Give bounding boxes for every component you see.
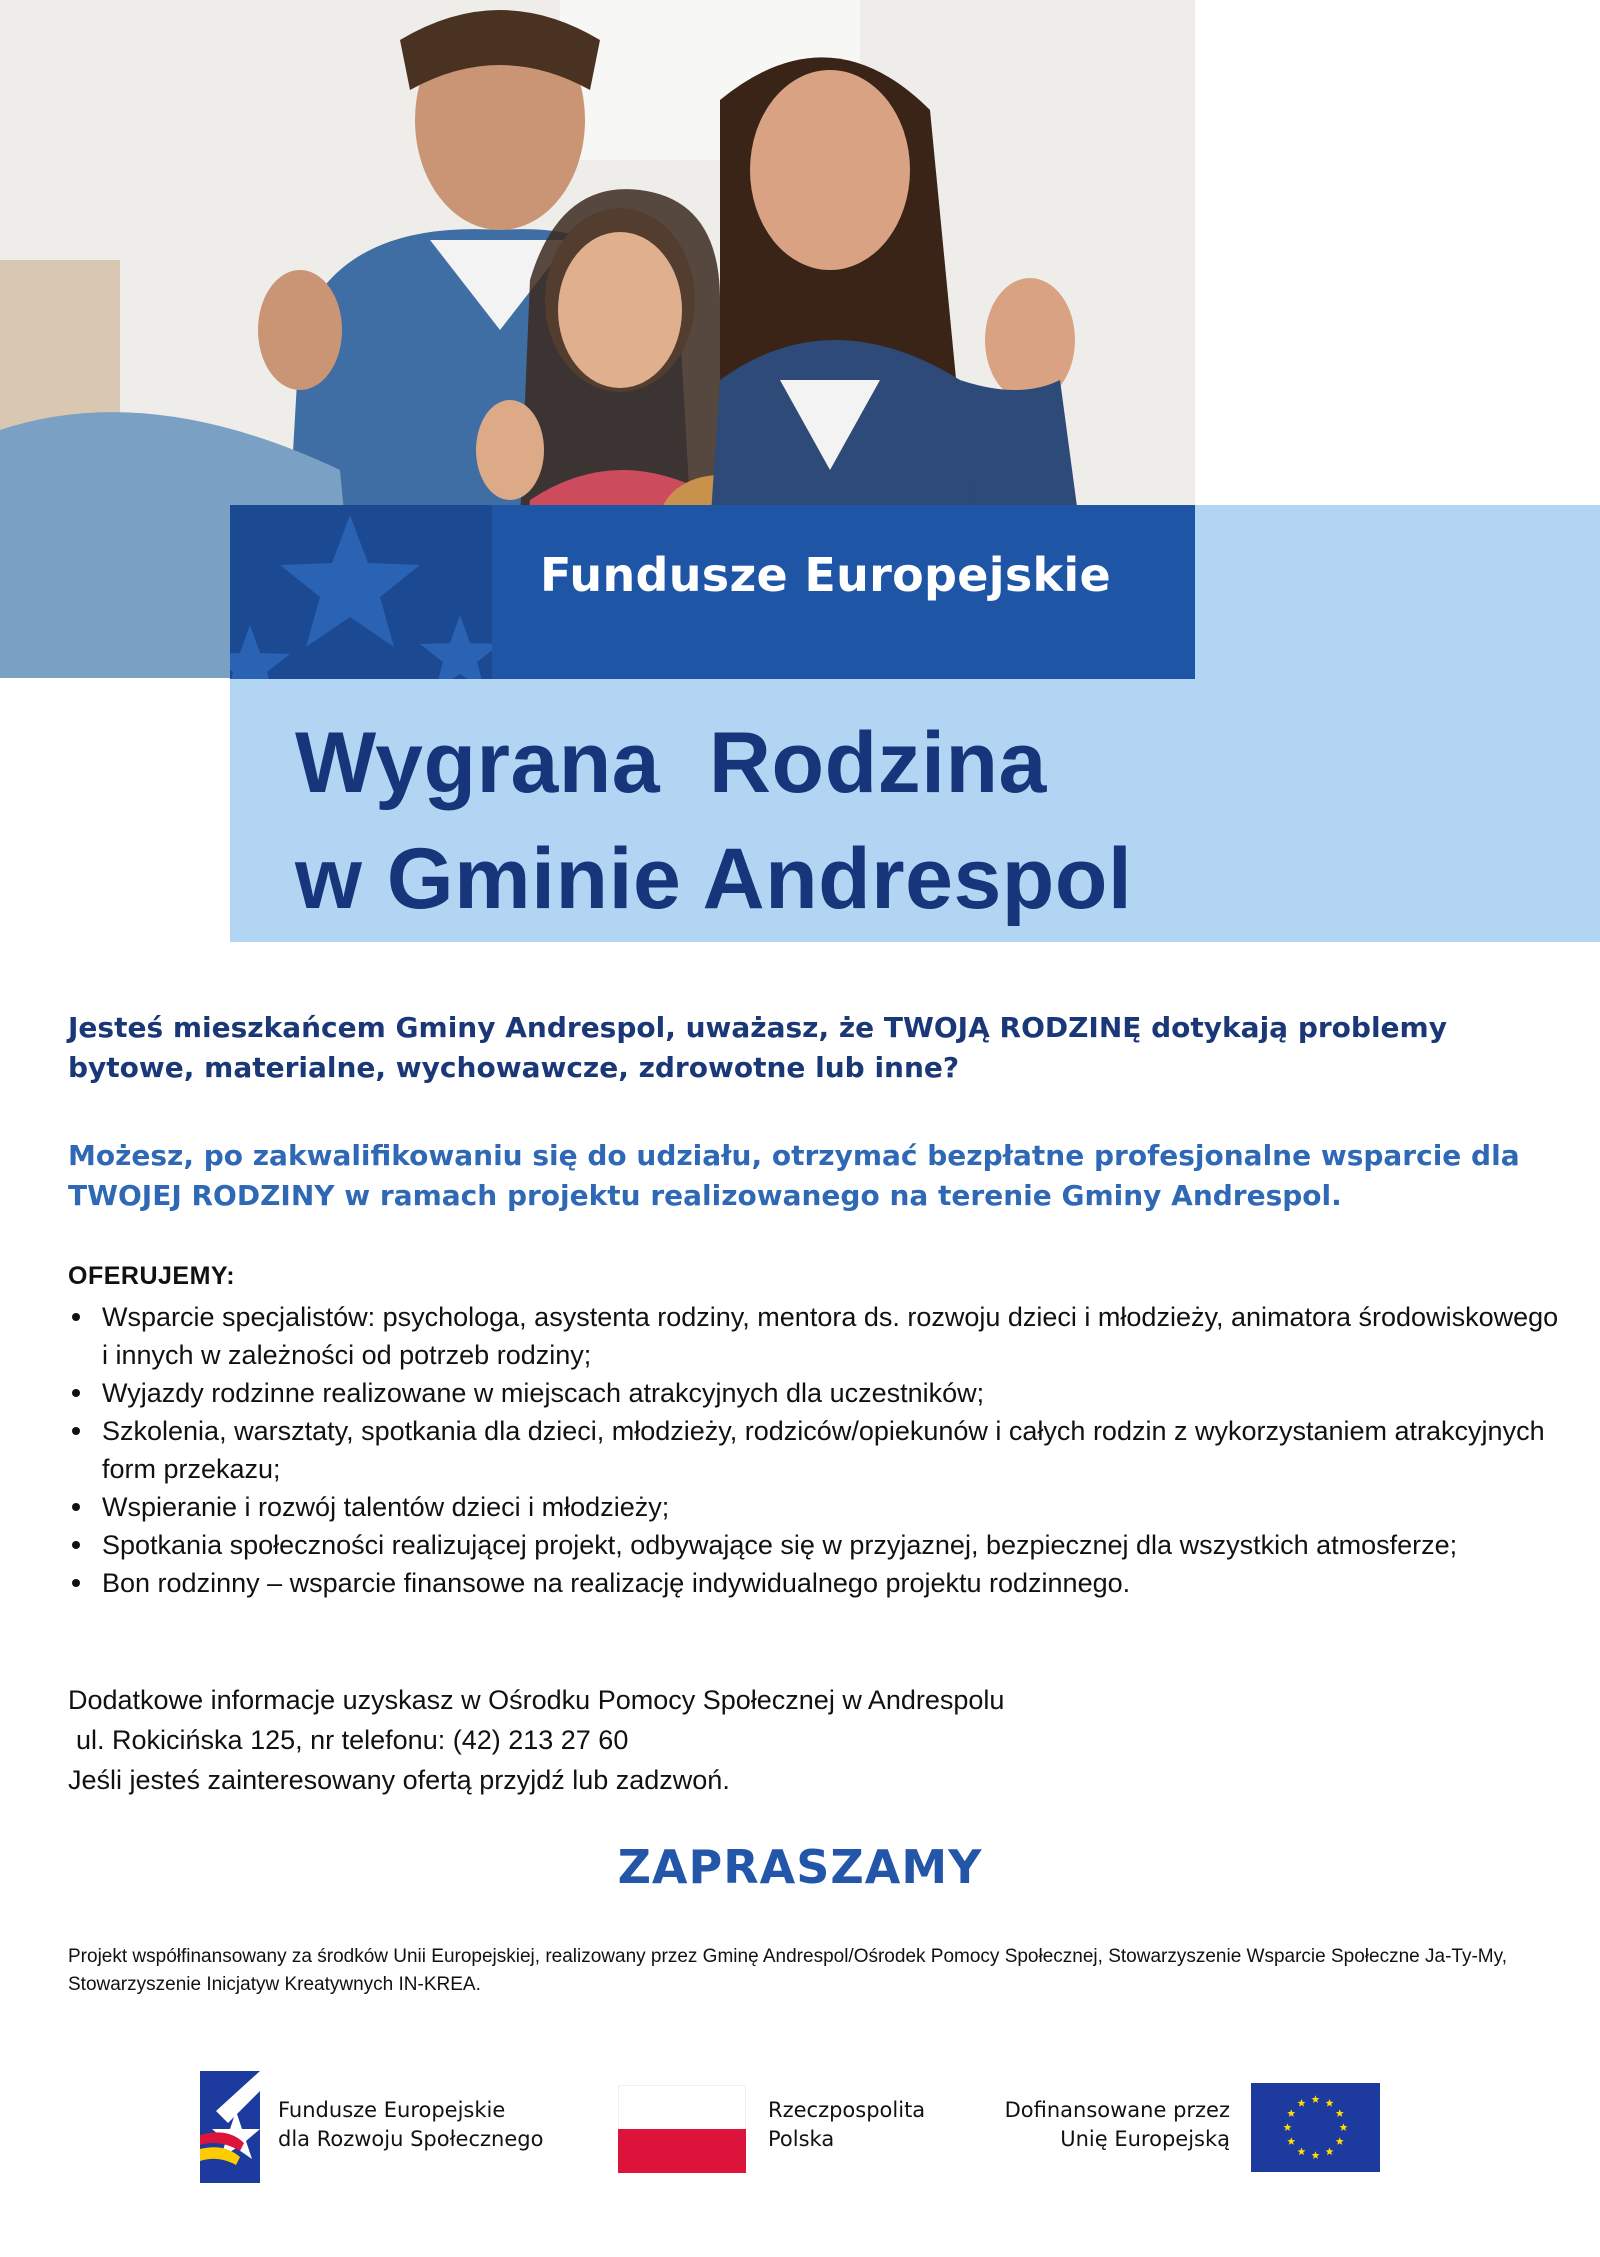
offer-item: Wspieranie i rozwój talentów dzieci i młodzieży; bbox=[68, 1488, 1568, 1526]
intro-offer-text: Możesz, po zakwalifikowaniu się do udziału, otrzymać bezpłatne profesjonalne wsparcie dla TWOJEJ RODZINY w ramach projektu realizowanego na terenie Gminy Andrespol. bbox=[68, 1139, 1520, 1212]
headline-line-2: w Gminie Andrespol bbox=[295, 831, 1133, 927]
star-pattern-icon bbox=[230, 505, 492, 679]
cofinancing-note: Projekt współfinansowany za środków Unii Europejskiej, realizowany przez Gminę Andrespol/Ośrodek Pomocy Społecznej, Stowarzyszenie Wsparcie Społeczne Ja-Ty-My, Stowarzyszenie Inicjatyw Kreatywnych IN-KREA. bbox=[68, 1946, 1507, 1995]
offer-item: Spotkania społeczności realizującej projekt, odbywające się w przyjaznej, bezpiecznej dla wszystkich atmosferze; bbox=[68, 1526, 1568, 1564]
offer-list bbox=[68, 1298, 1568, 1602]
fundusze-band-title: Fundusze Europejskie bbox=[540, 548, 1111, 602]
offer-item: Szkolenia, warsztaty, spotkania dla dzieci, młodzieży, rodziców/opiekunów i całych rodzin z wykorzystaniem atrakcyjnych form przekazu; bbox=[68, 1412, 1568, 1488]
fundusze-europejskie-logo-icon bbox=[200, 2071, 260, 2183]
intro-question: Jesteś mieszkańcem Gminy Andrespol, uważasz, że TWOJĄ RODZINĘ dotykają problemy bytowe, materialne, wychowawcze, zdrowotne lub inne? bbox=[68, 1011, 1447, 1084]
contact-info-line: Dodatkowe informacje uzyskasz w Ośrodku Pomocy Społecznej w Andrespolu bbox=[68, 1685, 1005, 1715]
headline-line-1: Wygrana Rodzina bbox=[295, 715, 1047, 811]
offer-item: Bon rodzinny – wsparcie finansowe na realizację indywidualnego projektu rodzinnego. bbox=[68, 1564, 1568, 1602]
offer-heading: OFERUJEMY: bbox=[68, 1262, 236, 1290]
eu-cofinancing-text: Dofinansowane przez Unię Europejską bbox=[1004, 2098, 1230, 2151]
offer-item: Wyjazdy rodzinne realizowane w miejscach atrakcyjnych dla uczestników; bbox=[68, 1374, 1568, 1412]
contact-invitation-line: Jeśli jesteś zainteresowany ofertą przyjdź lub zadzwoń. bbox=[68, 1765, 730, 1795]
fundusze-europejskie-logo-text: Fundusze Europejskie dla Rozwoju Społecznego bbox=[278, 2098, 544, 2151]
contact-address-phone: ul. Rokicińska 125, nr telefonu: (42) 213 27 60 bbox=[76, 1725, 629, 1755]
fundusze-star-pattern bbox=[230, 505, 492, 679]
title-band-right bbox=[1195, 505, 1600, 942]
poland-flag-icon bbox=[618, 2085, 746, 2173]
rzeczpospolita-logo-text: Rzeczpospolita Polska bbox=[768, 2098, 926, 2151]
eu-flag-icon bbox=[1251, 2083, 1380, 2172]
invite-heading: ZAPRASZAMY bbox=[617, 1840, 983, 1894]
offer-item: Wsparcie specjalistów: psychologa, asystenta rodziny, mentora ds. rozwoju dzieci i młodzieży, animatora środowiskowego i innych w zależności od potrzeb rodziny; bbox=[68, 1298, 1568, 1374]
